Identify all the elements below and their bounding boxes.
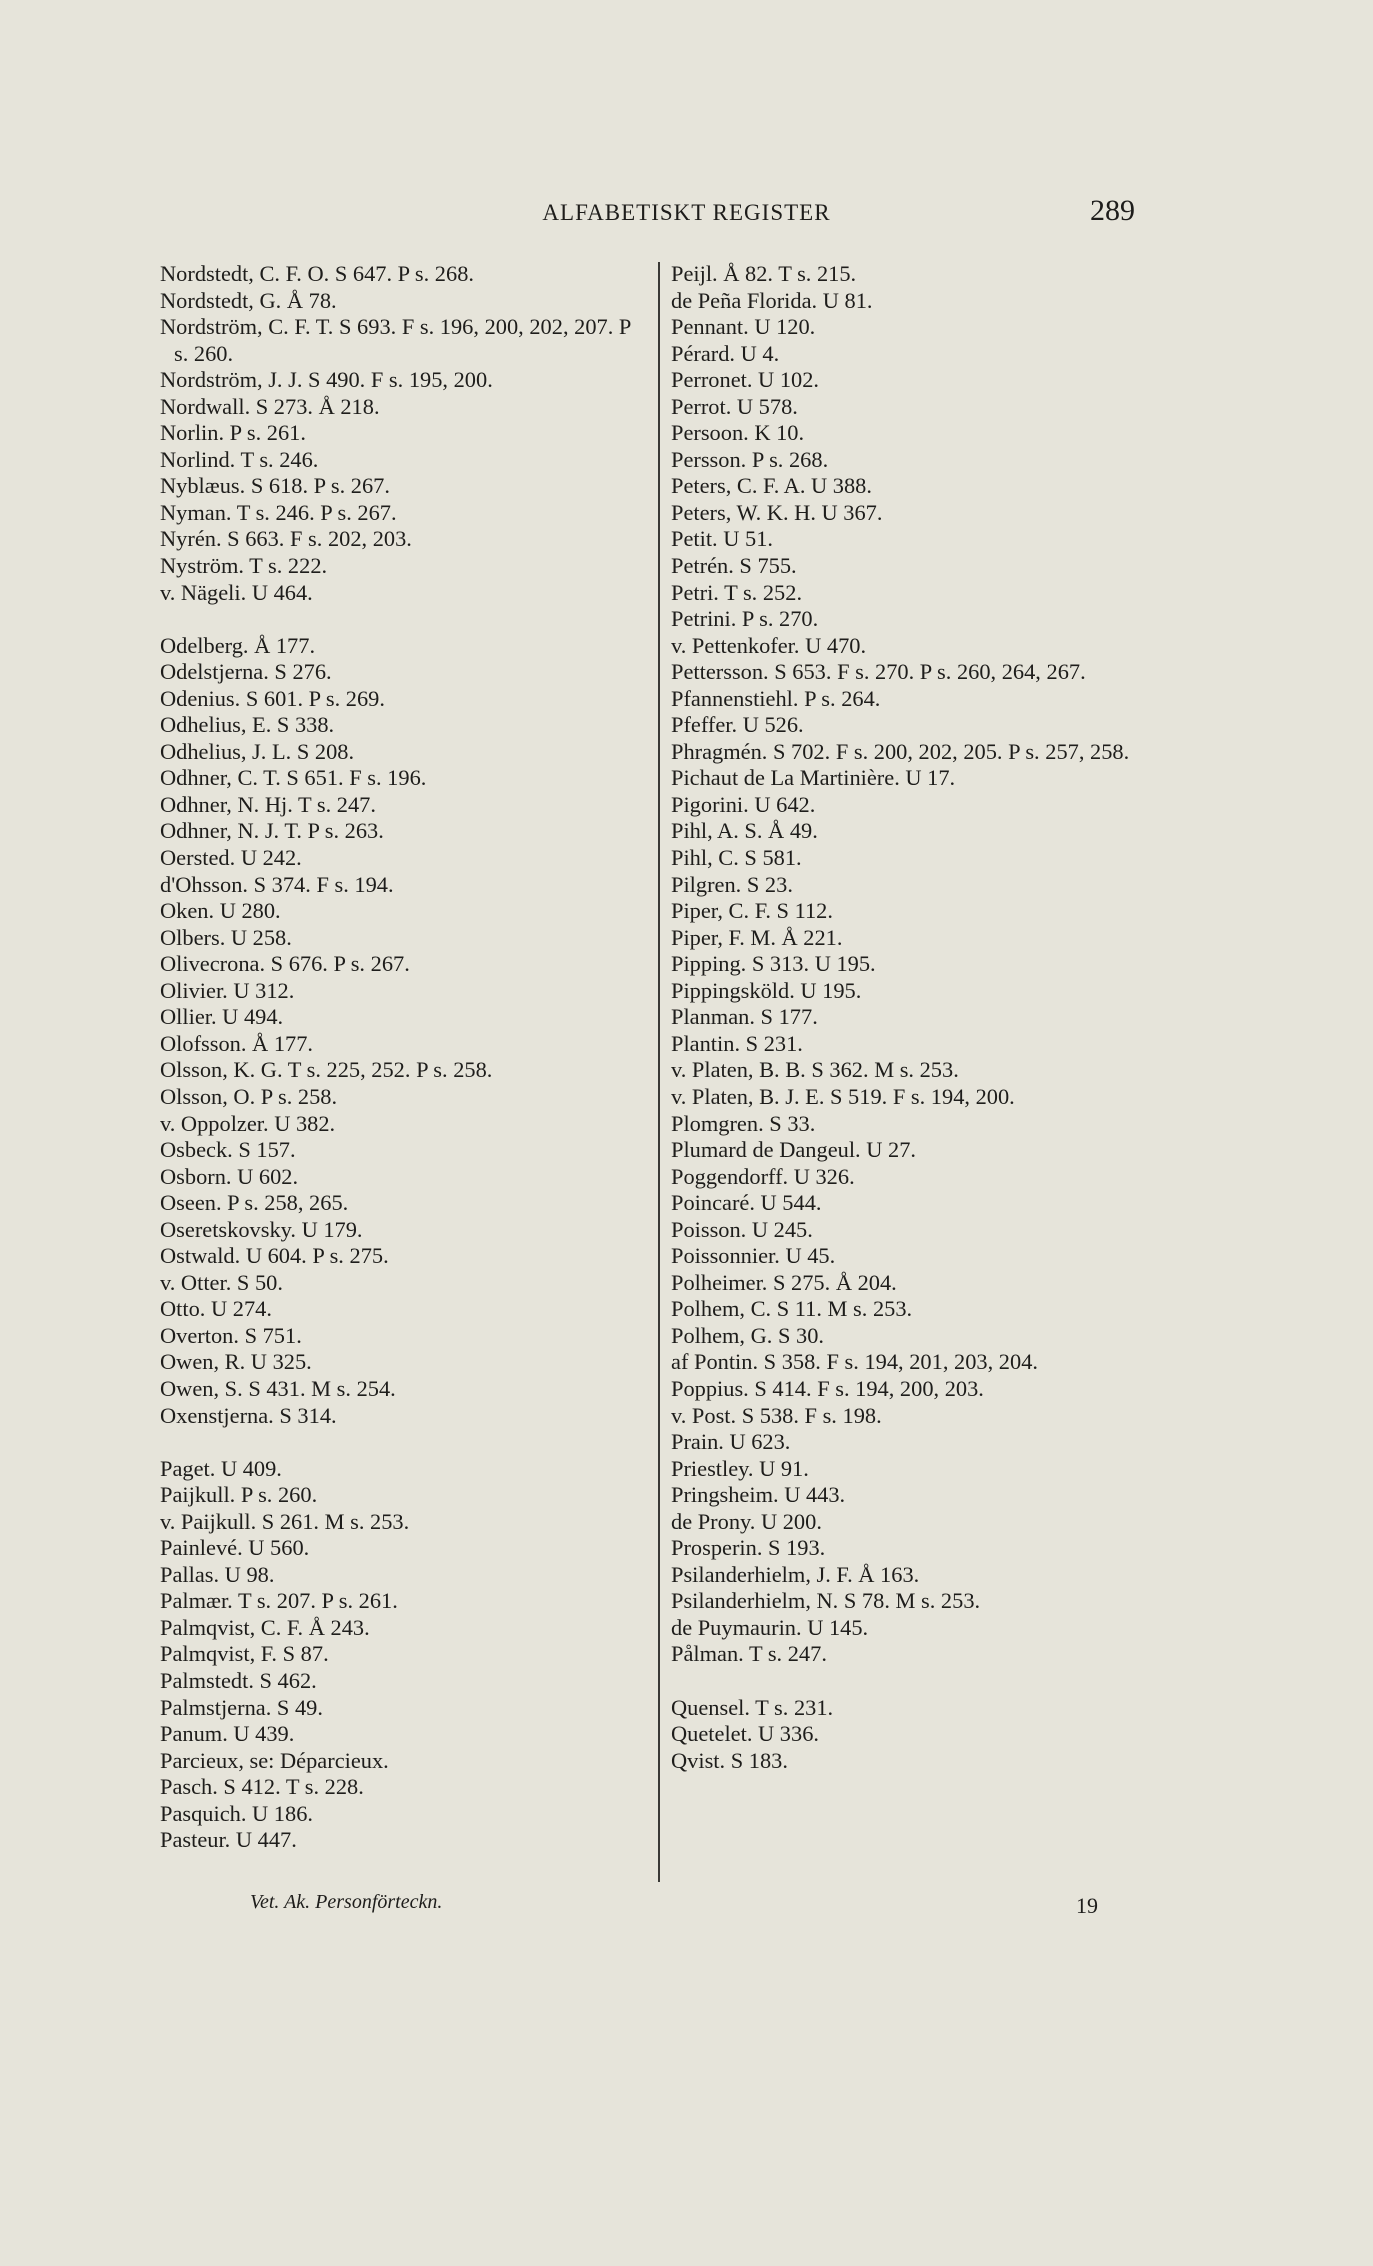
index-entry: Pallas. U 98. xyxy=(160,1561,275,1587)
index-entry: af Pontin. S 358. F s. 194, 201, 203, 204. xyxy=(671,1349,1038,1375)
index-entry: Pigorini. U 642. xyxy=(671,791,816,817)
index-entry: Pettersson. S 653. F s. 270. P s. 260, 264, 267. xyxy=(671,659,1086,685)
index-entry: Pasch. S 412. T s. 228. xyxy=(160,1774,364,1800)
index-entry: Peijl. Å 82. T s. 215. xyxy=(671,261,857,286)
index-entry: Nyrén. S 663. F s. 202, 203. xyxy=(160,526,412,552)
index-entry: Panum. U 439. xyxy=(160,1721,295,1747)
index-entry: Nordström, C. F. T. S 693. F s. 196, 200, 202, 207. P s. 260. xyxy=(160,314,631,366)
index-entry: Priestley. U 91. xyxy=(671,1455,809,1481)
index-entry: Pasquich. U 186. xyxy=(160,1800,313,1826)
index-entry: Palmstedt. S 462. xyxy=(160,1667,317,1693)
column-divider xyxy=(658,262,660,1882)
index-entry: de Puymaurin. U 145. xyxy=(671,1614,869,1640)
index-entry: Odhelius, E. S 338. xyxy=(160,712,335,738)
index-entry: de Peña Florida. U 81. xyxy=(671,287,873,313)
index-entry: Quetelet. U 336. xyxy=(671,1721,819,1747)
index-entry: Olofsson. Å 177. xyxy=(160,1030,314,1056)
index-entry: v. Post. S 538. F s. 198. xyxy=(671,1402,882,1428)
index-entry: Persoon. K 10. xyxy=(671,420,805,446)
index-entry: Psilanderhielm, N. S 78. M s. 253. xyxy=(671,1588,981,1614)
index-entry: d'Ohsson. S 374. F s. 194. xyxy=(160,871,394,897)
index-entry: Pilgren. S 23. xyxy=(671,871,793,897)
index-entry: Olsson, K. G. T s. 225, 252. P s. 258. xyxy=(160,1057,493,1083)
index-entry: Plumard de Dangeul. U 27. xyxy=(671,1137,917,1163)
index-entry: Peters, W. K. H. U 367. xyxy=(671,499,883,525)
index-entry: Paijkull. P s. 260. xyxy=(160,1482,318,1508)
index-entry: Olivecrona. S 676. P s. 267. xyxy=(160,951,410,977)
index-entry: Pringsheim. U 443. xyxy=(671,1482,846,1508)
printer-signature: Vet. Ak. Personförteckn. xyxy=(250,1891,443,1913)
page-number: 289 xyxy=(1090,194,1135,227)
index-entry: Odenius. S 601. P s. 269. xyxy=(160,685,385,711)
index-entry: Odhner, N. J. T. P s. 263. xyxy=(160,818,384,844)
index-entry: Plomgren. S 33. xyxy=(671,1110,816,1136)
index-entry: Osbeck. S 157. xyxy=(160,1137,296,1163)
index-entry: v. Pettenkofer. U 470. xyxy=(671,632,867,658)
index-entry: Petri. T s. 252. xyxy=(671,579,803,605)
index-entry: Odhner, C. T. S 651. F s. 196. xyxy=(160,765,427,791)
index-entry: Persson. P s. 268. xyxy=(671,446,829,472)
index-entry: Palmstjerna. S 49. xyxy=(160,1694,323,1720)
index-entry: Planman. S 177. xyxy=(671,1004,818,1030)
index-entry: Overton. S 751. xyxy=(160,1322,302,1348)
index-entry: Pålman. T s. 247. xyxy=(671,1641,827,1667)
index-entry: Phragmén. S 702. F s. 200, 202, 205. P s. 257, 258. xyxy=(671,738,1130,764)
index-entry: Prosperin. S 193. xyxy=(671,1535,826,1561)
index-entry: Owen, S. S 431. M s. 254. xyxy=(160,1375,396,1401)
index-entry: Pihl, C. S 581. xyxy=(671,845,802,871)
index-entry: v. Nägeli. U 464. xyxy=(160,579,313,605)
index-entry: Pfannenstiehl. P s. 264. xyxy=(671,685,881,711)
index-entry: Nordstedt, C. F. O. S 647. P s. 268. xyxy=(160,261,474,286)
index-entry: Painlevé. U 560. xyxy=(160,1535,310,1561)
index-entry: Oseretskovsky. U 179. xyxy=(160,1216,363,1242)
index-entry: Poppius. S 414. F s. 194, 200, 203. xyxy=(671,1375,984,1401)
index-entry: Olsson, O. P s. 258. xyxy=(160,1083,338,1109)
index-entry: v. Oppolzer. U 382. xyxy=(160,1110,336,1136)
index-entry: Pennant. U 120. xyxy=(671,314,816,340)
index-entry: Poincaré. U 544. xyxy=(671,1190,822,1216)
index-entry: Piper, F. M. Å 221. xyxy=(671,924,843,950)
index-entry: Odelberg. Å 177. xyxy=(160,632,316,658)
sheet-number: 19 xyxy=(1076,1893,1098,1918)
index-entry: Nordström, J. J. S 490. F s. 195, 200. xyxy=(160,367,493,393)
index-entry: Norlin. P s. 261. xyxy=(160,420,306,446)
index-entry: v. Paijkull. S 261. M s. 253. xyxy=(160,1508,410,1534)
index-entry: Poissonnier. U 45. xyxy=(671,1243,836,1269)
index-entry: Nyman. T s. 246. P s. 267. xyxy=(160,499,397,525)
index-entry: Quensel. T s. 231. xyxy=(671,1694,834,1720)
index-entry: Pichaut de La Martinière. U 17. xyxy=(671,765,956,791)
index-entry: Polheimer. S 275. Å 204. xyxy=(671,1269,897,1295)
index-entry: Qvist. S 183. xyxy=(671,1747,788,1773)
index-entry: Poisson. U 245. xyxy=(671,1216,813,1242)
index-column-left xyxy=(160,261,650,1854)
index-entry: Prain. U 623. xyxy=(671,1429,791,1455)
index-entry: Plantin. S 231. xyxy=(671,1030,803,1056)
index-entry: Psilanderhielm, J. F. Å 163. xyxy=(671,1561,920,1587)
index-entry: Parcieux, se: Déparcieux. xyxy=(160,1747,389,1773)
index-entry: Paget. U 409. xyxy=(160,1455,282,1481)
index-entry: Pfeffer. U 526. xyxy=(671,712,804,738)
index-entry: Ostwald. U 604. P s. 275. xyxy=(160,1243,389,1269)
index-entry: Pipping. S 313. U 195. xyxy=(671,951,876,977)
index-entry: Petit. U 51. xyxy=(671,526,774,552)
index-entry: Poggendorff. U 326. xyxy=(671,1163,855,1189)
index-entry: v. Platen, B. J. E. S 519. F s. 194, 200. xyxy=(671,1083,1015,1109)
index-entry: Petrini. P s. 270. xyxy=(671,606,819,632)
index-entry: Piper, C. F. S 112. xyxy=(671,898,833,924)
index-entry: Petrén. S 755. xyxy=(671,553,797,579)
index-entry: Peters, C. F. A. U 388. xyxy=(671,473,872,499)
index-entry: Oersted. U 242. xyxy=(160,845,302,871)
index-entry: Polhem, C. S 11. M s. 253. xyxy=(671,1296,913,1322)
index-entry: Olbers. U 258. xyxy=(160,924,292,950)
index-entry: Oxenstjerna. S 314. xyxy=(160,1402,337,1428)
index-entry: Odhelius, J. L. S 208. xyxy=(160,738,355,764)
index-entry: v. Otter. S 50. xyxy=(160,1269,283,1295)
index-entry: Palmær. T s. 207. P s. 261. xyxy=(160,1588,398,1614)
index-entry: Perronet. U 102. xyxy=(671,367,819,393)
index-entry: Perrot. U 578. xyxy=(671,393,798,419)
index-entry: Pérard. U 4. xyxy=(671,340,780,366)
index-entry: Nordwall. S 273. Å 218. xyxy=(160,393,380,419)
index-entry: Palmqvist, F. S 87. xyxy=(160,1641,329,1667)
index-entry: Odelstjerna. S 276. xyxy=(160,659,332,685)
index-entry: de Prony. U 200. xyxy=(671,1508,822,1534)
index-entry: Oken. U 280. xyxy=(160,898,281,924)
index-entry: v. Platen, B. B. S 362. M s. 253. xyxy=(671,1057,959,1083)
index-entry: Oseen. P s. 258, 265. xyxy=(160,1190,349,1216)
index-entry: Pihl, A. S. Å 49. xyxy=(671,818,818,844)
index-entry: Polhem, G. S 30. xyxy=(671,1322,825,1348)
index-entry: Otto. U 274. xyxy=(160,1296,272,1322)
index-entry: Nordstedt, G. Å 78. xyxy=(160,287,337,313)
index-entry: Palmqvist, C. F. Å 243. xyxy=(160,1614,370,1640)
index-entry: Olivier. U 312. xyxy=(160,977,295,1003)
running-title: ALFABETISKT REGISTER xyxy=(542,200,831,225)
index-entry: Nyström. T s. 222. xyxy=(160,553,328,579)
index-entry: Osborn. U 602. xyxy=(160,1163,299,1189)
index-column-right xyxy=(671,261,1191,1774)
index-entry: Norlind. T s. 246. xyxy=(160,446,319,472)
index-entry: Pasteur. U 447. xyxy=(160,1827,297,1853)
index-entry: Owen, R. U 325. xyxy=(160,1349,312,1375)
index-entry: Nyblæus. S 618. P s. 267. xyxy=(160,473,390,499)
index-entry: Odhner, N. Hj. T s. 247. xyxy=(160,791,376,817)
index-entry: Pippingsköld. U 195. xyxy=(671,977,862,1003)
index-entry: Ollier. U 494. xyxy=(160,1004,284,1030)
